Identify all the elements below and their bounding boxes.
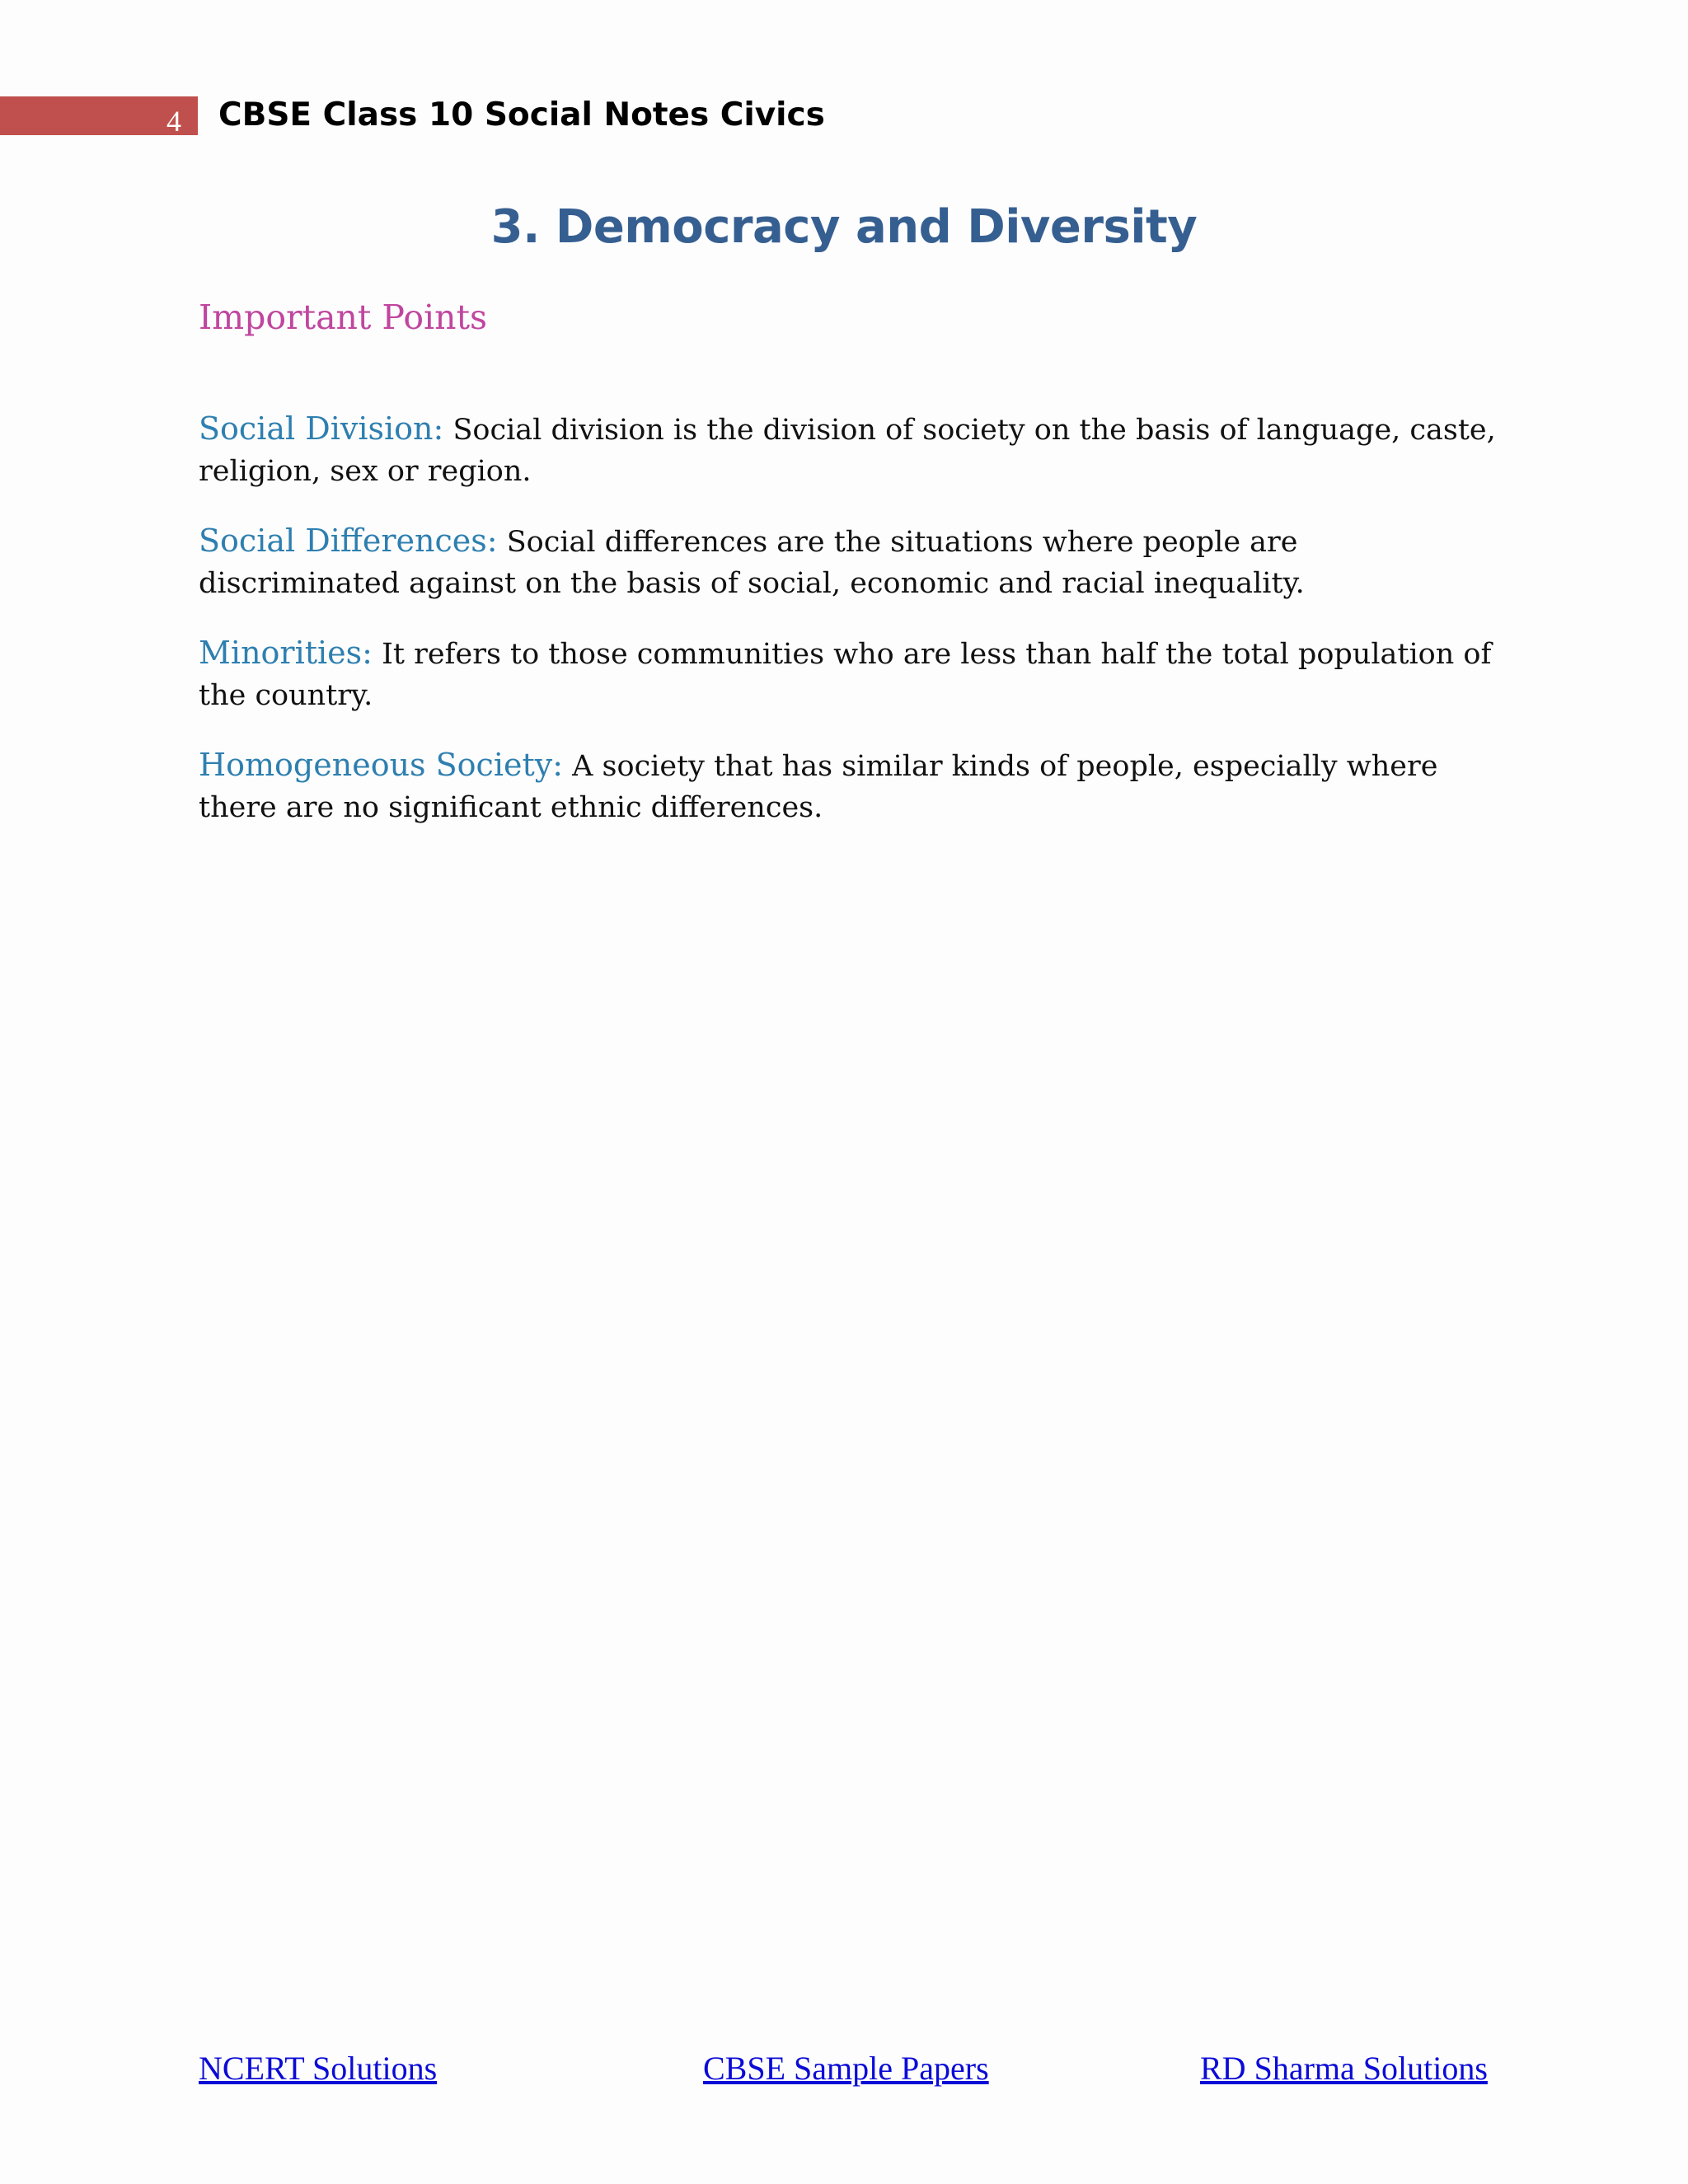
definition-homogeneous-society — [199, 744, 1501, 828]
definition-term: Homogeneous Society: — [199, 747, 564, 783]
definition-social-division — [199, 408, 1501, 492]
definition-social-differences — [199, 520, 1501, 604]
definition-term: Social Division: — [199, 410, 444, 447]
document-title: 3. Democracy and Diversity — [490, 200, 1198, 254]
definition-text: Social differences are the situations where people are discriminated against on the basis of social, economic and racial inequality. — [199, 526, 1305, 600]
definition-text: A society that has similar kinds of people, especially where there are no significant ethnic differences. — [199, 750, 1438, 824]
section-heading: Important Points — [199, 298, 488, 337]
ncert-solutions-link[interactable]: NCERT Solutions — [199, 2050, 438, 2087]
definition-text: It refers to those communities who are less than half the total population of the country. — [199, 638, 1492, 712]
page-number: 4 — [166, 105, 181, 138]
definition-minorities — [199, 632, 1501, 716]
definition-term: Social Differences: — [199, 523, 498, 559]
running-header-title: CBSE Class 10 Social Notes Civics — [218, 96, 825, 134]
rd-sharma-solutions-link[interactable]: RD Sharma Solutions — [1200, 2050, 1488, 2087]
footer-links — [0, 2044, 1688, 2093]
cbse-sample-papers-link[interactable]: CBSE Sample Papers — [703, 2050, 989, 2087]
definitions-list — [199, 408, 1501, 856]
definition-term: Minorities: — [199, 635, 373, 671]
definition-text: Social division is the division of society on the basis of language, caste, religion, sex or region. — [199, 414, 1496, 488]
